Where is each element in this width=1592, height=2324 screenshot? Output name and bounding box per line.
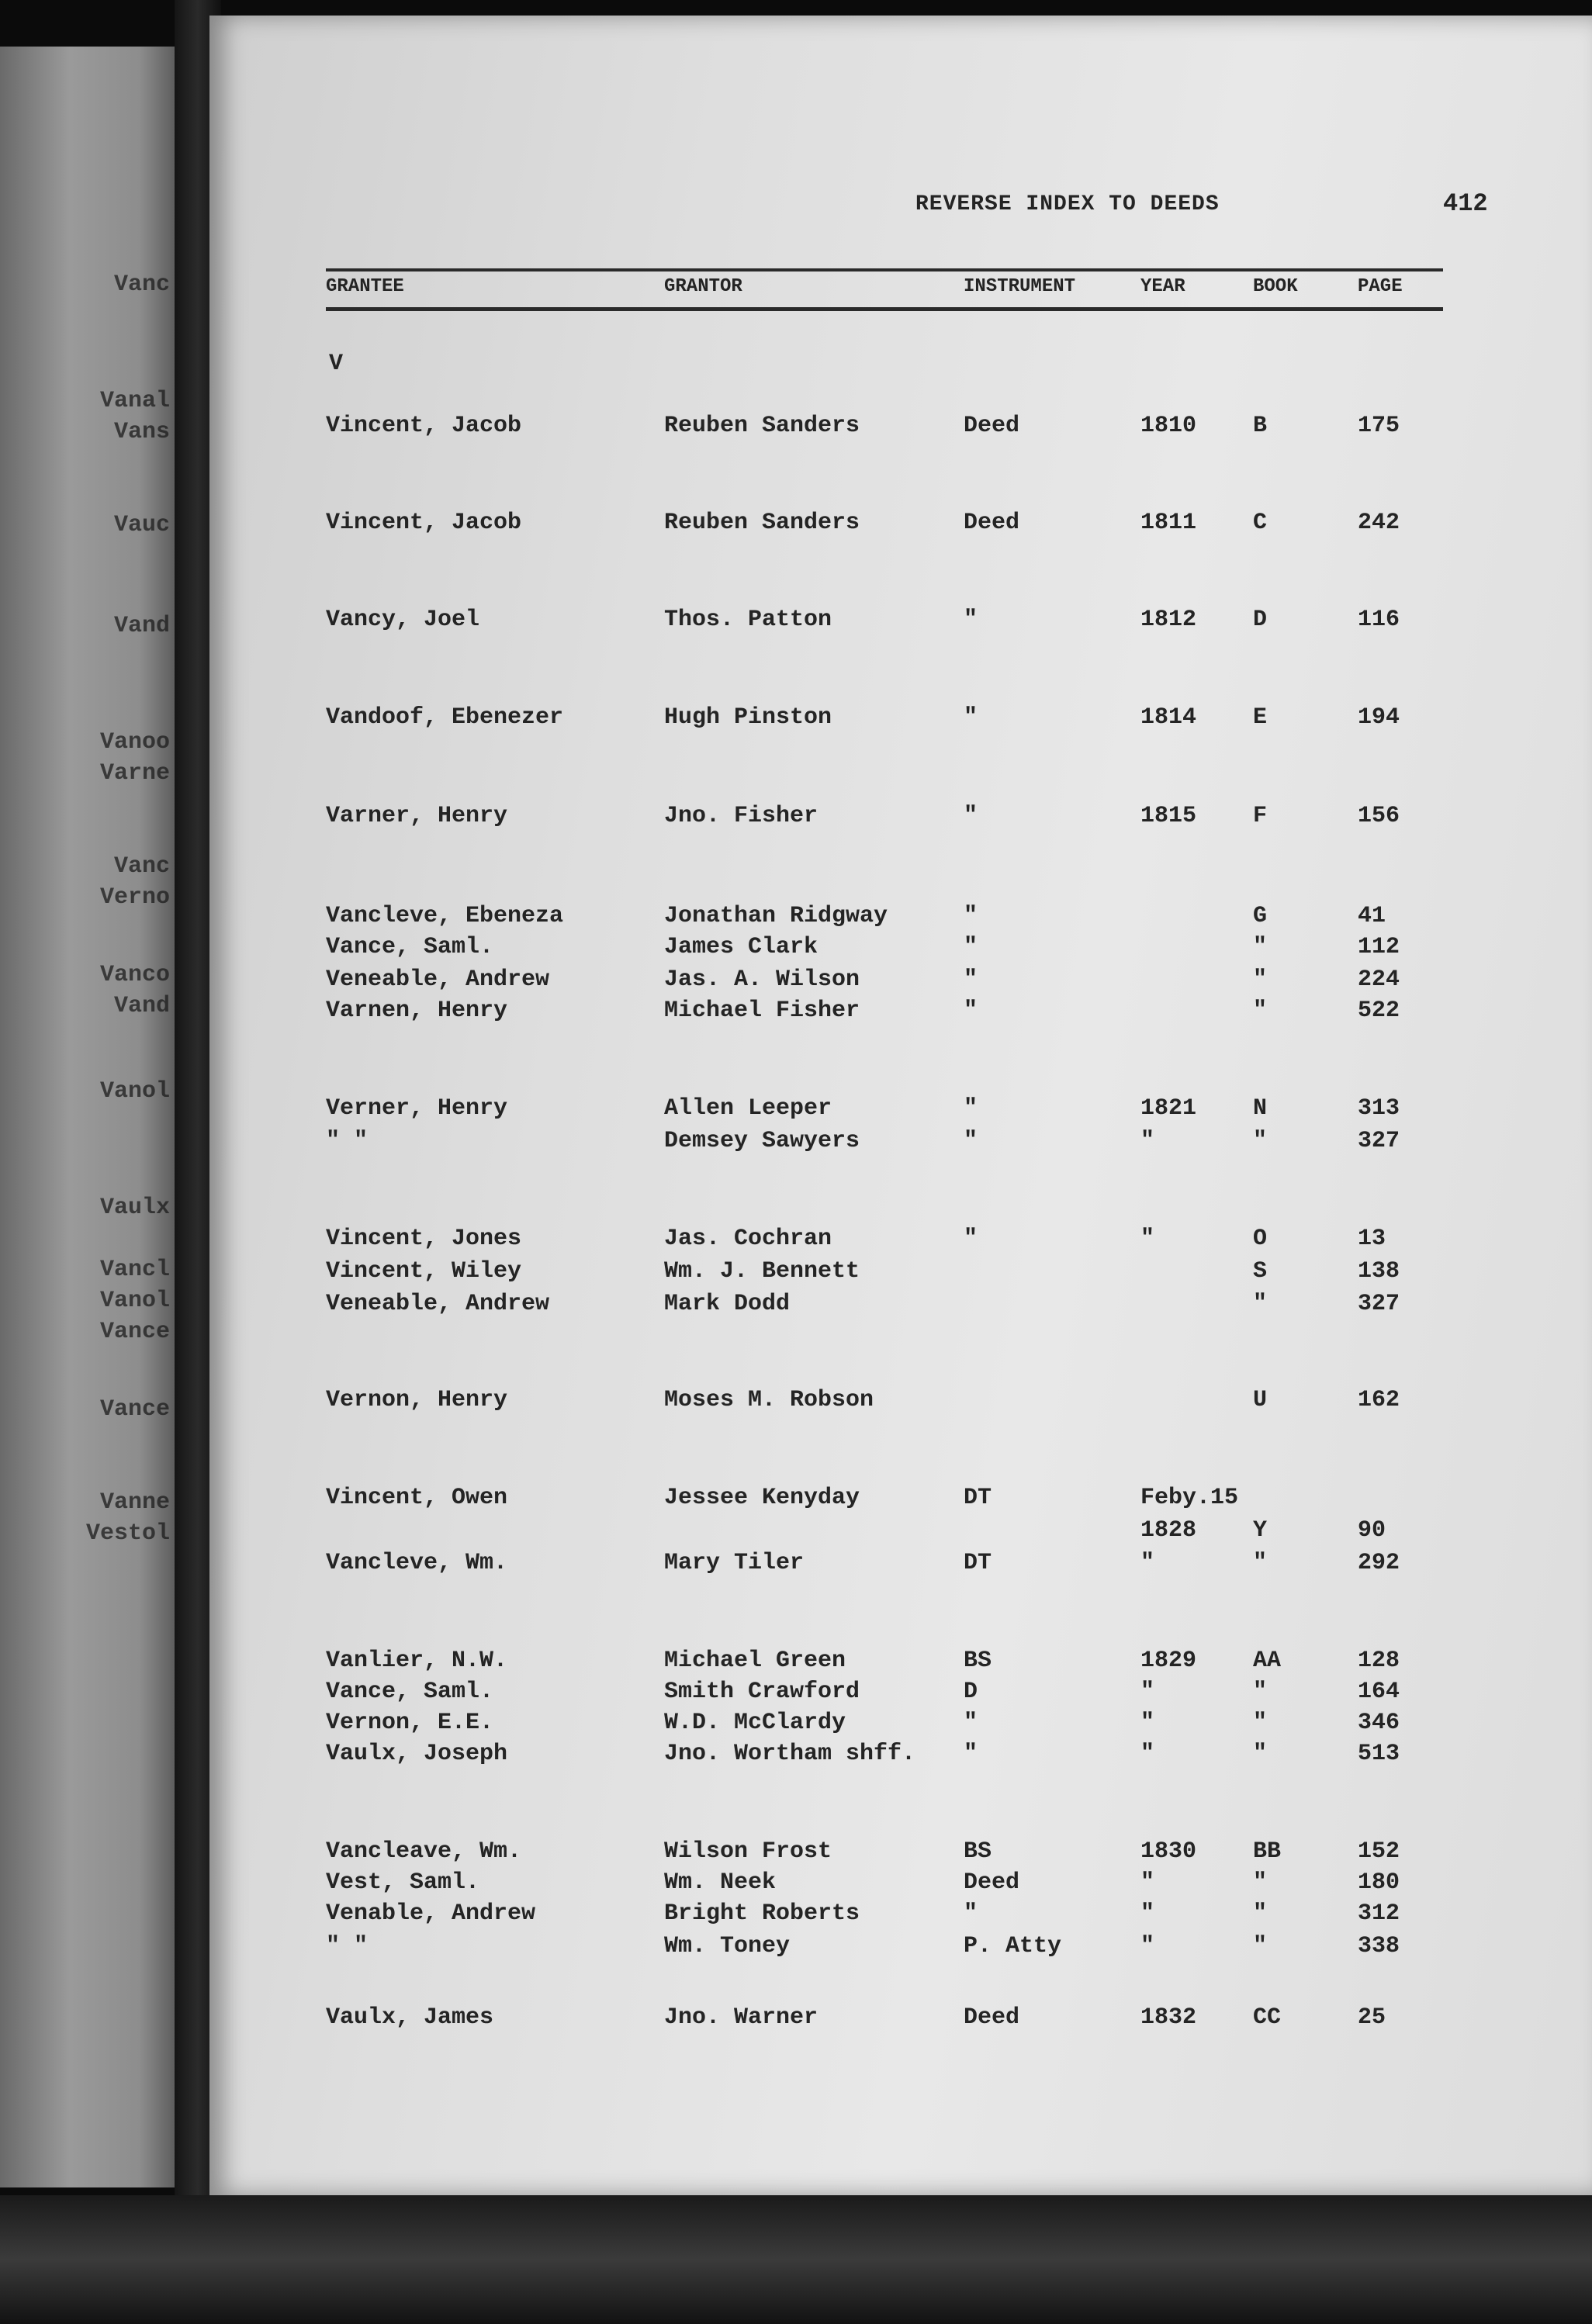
table-row xyxy=(326,803,1443,834)
table-row xyxy=(326,1933,1443,1964)
cell-instrument: Deed xyxy=(964,1869,1020,1896)
cell-instrument: P. Atty xyxy=(964,1933,1062,1959)
cell-book: S xyxy=(1253,1258,1268,1285)
cell-grantee: Veneable, Andrew xyxy=(326,1291,550,1317)
cell-year: Feby.15 xyxy=(1140,1485,1239,1511)
cell-grantor: W.D. McClardy xyxy=(664,1710,846,1736)
cell-year: 1810 xyxy=(1140,413,1197,439)
header-book: BOOK xyxy=(1253,276,1298,297)
cell-page: 338 xyxy=(1358,1933,1400,1959)
cell-grantee: Vest, Saml. xyxy=(326,1869,480,1896)
adjacent-page-fragment: Vand xyxy=(113,993,170,1019)
cell-book: Y xyxy=(1253,1517,1268,1544)
cell-grantor: Jas. A. Wilson xyxy=(664,967,860,993)
cell-page: 138 xyxy=(1358,1258,1400,1285)
cell-instrument: BS xyxy=(964,1838,992,1865)
cell-grantor: Jonathan Ridgway xyxy=(664,903,888,929)
cell-book: " xyxy=(1253,1933,1268,1959)
header-grantor: GRANTOR xyxy=(664,276,742,297)
cell-year: " xyxy=(1140,1679,1155,1705)
adjacent-page-fragment: Vand xyxy=(113,613,170,639)
cell-grantor: Thos. Patton xyxy=(664,607,832,633)
cell-grantor: Mark Dodd xyxy=(664,1291,791,1317)
page-number: 412 xyxy=(1443,189,1488,218)
adjacent-page-fragment: Vance xyxy=(99,1319,170,1345)
cell-page: 152 xyxy=(1358,1838,1400,1865)
cell-grantee: Vincent, Jacob xyxy=(326,413,522,439)
adjacent-page-fragment: Vanco xyxy=(99,962,170,988)
cell-page: 13 xyxy=(1358,1226,1386,1252)
cell-book: O xyxy=(1253,1226,1268,1252)
cell-book: " xyxy=(1253,1869,1268,1896)
cell-year: 1821 xyxy=(1140,1095,1197,1122)
cell-year: " xyxy=(1140,1933,1155,1959)
table-row xyxy=(326,1485,1443,1516)
cell-grantee: Venable, Andrew xyxy=(326,1900,536,1927)
table-row xyxy=(326,510,1443,541)
adjacent-page-fragment: Vanol xyxy=(99,1288,170,1314)
cell-grantor: Bright Roberts xyxy=(664,1900,860,1927)
adjacent-page-fragment: Vanal xyxy=(99,388,170,414)
cell-book: C xyxy=(1253,510,1268,536)
cell-page: 346 xyxy=(1358,1710,1400,1736)
cell-page: 513 xyxy=(1358,1741,1400,1767)
cell-grantee: " " xyxy=(326,1128,369,1154)
column-header-row xyxy=(326,268,1443,311)
cell-instrument: BS xyxy=(964,1648,992,1674)
cell-page: 128 xyxy=(1358,1648,1400,1674)
cell-page: 522 xyxy=(1358,998,1400,1024)
adjacent-page-fragment: Vance xyxy=(99,1396,170,1423)
table-row xyxy=(326,1291,1443,1322)
cell-year: " xyxy=(1140,1710,1155,1736)
cell-page: 90 xyxy=(1358,1517,1386,1544)
cell-page: 180 xyxy=(1358,1869,1400,1896)
cell-grantee: Vincent, Jacob xyxy=(326,510,522,536)
cell-instrument: Deed xyxy=(964,413,1020,439)
cell-page: 242 xyxy=(1358,510,1400,536)
cell-grantor: Jessee Kenyday xyxy=(664,1485,860,1511)
cell-page: 162 xyxy=(1358,1387,1400,1413)
table-row xyxy=(326,413,1443,444)
cell-instrument: " xyxy=(964,1741,978,1767)
cell-book: N xyxy=(1253,1095,1268,1122)
cell-page: 116 xyxy=(1358,607,1400,633)
cell-grantee: Verner, Henry xyxy=(326,1095,508,1122)
cell-grantor: Jno. Warner xyxy=(664,2004,818,2031)
cell-instrument: " xyxy=(964,903,978,929)
adjacent-page-fragment: Verno xyxy=(99,884,170,911)
cell-grantor: Reuben Sanders xyxy=(664,510,860,536)
cell-book: " xyxy=(1253,1741,1268,1767)
cell-page: 164 xyxy=(1358,1679,1400,1705)
adjacent-page-fragment: Vans xyxy=(113,419,170,445)
cell-year: " xyxy=(1140,1128,1155,1154)
cell-grantor: Reuben Sanders xyxy=(664,413,860,439)
table-row xyxy=(326,1258,1443,1289)
adjacent-page-fragment: Vanne xyxy=(99,1489,170,1516)
cell-instrument: " xyxy=(964,1226,978,1252)
cell-grantee: Vance, Saml. xyxy=(326,934,494,960)
cell-year: 1814 xyxy=(1140,704,1197,731)
adjacent-page-fragment: Vancl xyxy=(99,1257,170,1283)
cell-grantee: Veneable, Andrew xyxy=(326,967,550,993)
cell-instrument: Deed xyxy=(964,510,1020,536)
cell-instrument: DT xyxy=(964,1550,992,1576)
cell-grantee: Vandoof, Ebenezer xyxy=(326,704,564,731)
cell-instrument: " xyxy=(964,1095,978,1122)
header-page: PAGE xyxy=(1358,276,1403,297)
scanner-bottom-edge xyxy=(0,2195,1592,2324)
cell-book: E xyxy=(1253,704,1268,731)
cell-instrument: DT xyxy=(964,1485,992,1511)
cell-grantee: Vincent, Wiley xyxy=(326,1258,522,1285)
cell-grantee: Vance, Saml. xyxy=(326,1679,494,1705)
table-row xyxy=(326,1679,1443,1710)
cell-instrument: D xyxy=(964,1679,978,1705)
cell-page: 41 xyxy=(1358,903,1386,929)
cell-year: 1832 xyxy=(1140,2004,1197,2031)
table-row xyxy=(326,1648,1443,1679)
cell-grantee: Vancleve, Ebeneza xyxy=(326,903,564,929)
cell-page: 292 xyxy=(1358,1550,1400,1576)
cell-year: 1830 xyxy=(1140,1838,1197,1865)
cell-year: " xyxy=(1140,1741,1155,1767)
cell-instrument: " xyxy=(964,803,978,829)
cell-instrument: " xyxy=(964,934,978,960)
adjacent-page-fragment: Vanoo xyxy=(99,729,170,756)
cell-grantor: Hugh Pinston xyxy=(664,704,832,731)
adjacent-page-fragment: Vestol xyxy=(85,1520,170,1547)
cell-book: " xyxy=(1253,1900,1268,1927)
cell-page: 327 xyxy=(1358,1128,1400,1154)
cell-page: 224 xyxy=(1358,967,1400,993)
header-grantee: GRANTEE xyxy=(326,276,404,297)
cell-grantor: Mary Tiler xyxy=(664,1550,805,1576)
cell-grantor: Allen Leeper xyxy=(664,1095,832,1122)
cell-page: 327 xyxy=(1358,1291,1400,1317)
cell-page: 112 xyxy=(1358,934,1400,960)
cell-year: " xyxy=(1140,1226,1155,1252)
table-row xyxy=(326,934,1443,965)
cell-book: F xyxy=(1253,803,1268,829)
cell-grantor: Jas. Cochran xyxy=(664,1226,832,1252)
cell-page: 156 xyxy=(1358,803,1400,829)
table-row xyxy=(326,903,1443,934)
cell-grantee: Vincent, Owen xyxy=(326,1485,508,1511)
cell-book: " xyxy=(1253,967,1268,993)
table-row xyxy=(326,1550,1443,1581)
table-row xyxy=(326,1741,1443,1772)
cell-year: 1829 xyxy=(1140,1648,1197,1674)
cell-grantor: Wm. J. Bennett xyxy=(664,1258,860,1285)
cell-grantee: Vaulx, Joseph xyxy=(326,1741,508,1767)
cell-grantee: Vancy, Joel xyxy=(326,607,480,633)
cell-grantor: Jno. Fisher xyxy=(664,803,818,829)
cell-book: " xyxy=(1253,1291,1268,1317)
index-page xyxy=(209,16,1592,2195)
page-content xyxy=(326,171,1559,2149)
cell-instrument: " xyxy=(964,704,978,731)
adjacent-page-fragment: Vanol xyxy=(99,1078,170,1105)
cell-book: CC xyxy=(1253,2004,1282,2031)
cell-grantee: Vancleve, Wm. xyxy=(326,1550,508,1576)
table-row xyxy=(326,1838,1443,1869)
adjacent-page-fragment: Vanc xyxy=(113,853,170,880)
cell-book: " xyxy=(1253,1550,1268,1576)
table-row xyxy=(326,1869,1443,1900)
cell-book: " xyxy=(1253,934,1268,960)
document-title: REVERSE INDEX TO DEEDS xyxy=(915,192,1220,216)
cell-book: " xyxy=(1253,1679,1268,1705)
cell-book: B xyxy=(1253,413,1268,439)
cell-year: 1815 xyxy=(1140,803,1197,829)
table-row xyxy=(326,1517,1443,1548)
cell-instrument: " xyxy=(964,1710,978,1736)
table-row xyxy=(326,1226,1443,1257)
cell-grantee: Vincent, Jones xyxy=(326,1226,522,1252)
table-row xyxy=(326,1710,1443,1741)
cell-grantee: Vancleave, Wm. xyxy=(326,1838,522,1865)
cell-instrument: " xyxy=(964,967,978,993)
adjacent-page-fragment: Vanc xyxy=(113,271,170,298)
cell-grantor: James Clark xyxy=(664,934,818,960)
cell-book: BB xyxy=(1253,1838,1282,1865)
adjacent-page-fragment: Vaulx xyxy=(99,1195,170,1221)
cell-grantor: Wm. Neek xyxy=(664,1869,777,1896)
cell-page: 194 xyxy=(1358,704,1400,731)
cell-grantee: Vanlier, N.W. xyxy=(326,1648,508,1674)
cell-year: " xyxy=(1140,1900,1155,1927)
cell-book: U xyxy=(1253,1387,1268,1413)
cell-grantee: Vaulx, James xyxy=(326,2004,494,2031)
cell-year: " xyxy=(1140,1869,1155,1896)
cell-book: G xyxy=(1253,903,1268,929)
cell-instrument: " xyxy=(964,998,978,1024)
cell-grantor: Wm. Toney xyxy=(664,1933,791,1959)
table-row xyxy=(326,1900,1443,1931)
cell-book: " xyxy=(1253,998,1268,1024)
cell-book: AA xyxy=(1253,1648,1282,1674)
cell-grantee: Vernon, E.E. xyxy=(326,1710,494,1736)
cell-book: " xyxy=(1253,1128,1268,1154)
cell-grantor: Michael Fisher xyxy=(664,998,860,1024)
section-letter: V xyxy=(329,351,344,377)
table-row xyxy=(326,2004,1443,2035)
cell-grantee: " " xyxy=(326,1933,369,1959)
cell-book: " xyxy=(1253,1710,1268,1736)
table-row xyxy=(326,1128,1443,1159)
cell-page: 175 xyxy=(1358,413,1400,439)
cell-instrument: Deed xyxy=(964,2004,1020,2031)
cell-page: 312 xyxy=(1358,1900,1400,1927)
header-instrument: INSTRUMENT xyxy=(964,276,1076,297)
table-row xyxy=(326,607,1443,638)
cell-grantor: Wilson Frost xyxy=(664,1838,832,1865)
table-row xyxy=(326,998,1443,1029)
cell-grantee: Varner, Henry xyxy=(326,803,508,829)
table-row xyxy=(326,704,1443,735)
cell-instrument: " xyxy=(964,1128,978,1154)
cell-grantor: Michael Green xyxy=(664,1648,846,1674)
cell-grantor: Smith Crawford xyxy=(664,1679,860,1705)
cell-grantee: Varnen, Henry xyxy=(326,998,508,1024)
cell-instrument: " xyxy=(964,1900,978,1927)
cell-grantee: Vernon, Henry xyxy=(326,1387,508,1413)
adjacent-page-fragment: Varne xyxy=(99,760,170,787)
table-row xyxy=(326,1387,1443,1418)
cell-grantor: Demsey Sawyers xyxy=(664,1128,860,1154)
cell-year: 1828 xyxy=(1140,1517,1197,1544)
cell-book: D xyxy=(1253,607,1268,633)
cell-page: 313 xyxy=(1358,1095,1400,1122)
cell-grantor: Moses M. Robson xyxy=(664,1387,874,1413)
cell-year: 1812 xyxy=(1140,607,1197,633)
cell-year: " xyxy=(1140,1550,1155,1576)
cell-page: 25 xyxy=(1358,2004,1386,2031)
adjacent-page-strip xyxy=(0,47,175,2187)
table-row xyxy=(326,967,1443,998)
cell-instrument: " xyxy=(964,607,978,633)
header-year: YEAR xyxy=(1140,276,1185,297)
cell-grantor: Jno. Wortham shff. xyxy=(664,1741,916,1767)
adjacent-page-fragment: Vauc xyxy=(113,512,170,538)
table-row xyxy=(326,1095,1443,1126)
cell-year: 1811 xyxy=(1140,510,1197,536)
